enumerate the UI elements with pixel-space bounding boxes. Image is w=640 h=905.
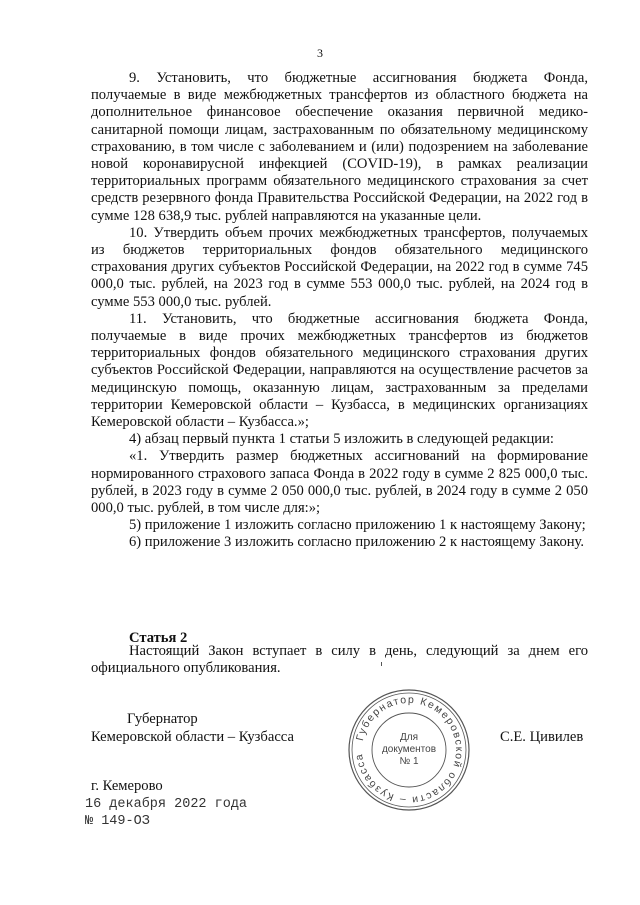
signer-name: С.Е. Цивилев xyxy=(500,729,584,745)
amendment-5: 5) приложение 1 изложить согласно приложению 1 к настоящему Закону; xyxy=(129,517,586,534)
paragraph-10: 10. Утвердить объем прочих межбюджетных трансфертов, получаемых из бюджетов территориальных фондов обязательного медицинского страхования других субъектов Российской Федерации, на 2022 год в сумме 745 000,0 тыс. рублей, на 2023 год в сумме 553 000,0 тыс. рублей, на 2024 год в сумме 553 000,0 тыс. рублей. xyxy=(91,224,588,310)
law-number: № 149-ОЗ xyxy=(85,814,150,829)
governor-region: Кемеровской области – Кузбасса xyxy=(91,729,294,745)
amendment-4-quote: «1. Утвердить размер бюджетных ассигнований на формирование нормированного страхового запаса Фонда в 2022 году в сумме 2 825 000,0 тыс. рублей, в 2023 году в сумме 2 050 000,0 тыс. рублей, в 2024 году в сумме 2 050 000,0 тыс. рублей, в том числе для:»; xyxy=(91,448,588,517)
official-seal-stamp xyxy=(347,688,471,812)
seal-center-line1: Для xyxy=(399,732,419,743)
paragraph-9: 9. Установить, что бюджетные ассигнования бюджета Фонда, получаемые в виде межбюджетных трансфертов из областного бюджета на дополнительное финансовое обеспечение оказания первичной медико-санитарной помощи лицам, застрахованным по обязательному медицинскому страхованию, в том числе с заболеванием и (или) подозрением на заболевание новой коронавирусной инфекцией (COVID-19), в рамках реализации территориальных программ обязательного медицинского страхования за счет средств резервного фонда Правительства Российской Федерации, на 2022 год в сумме 128 638,9 тыс. рублей направляются на указанные цели. xyxy=(91,70,588,224)
governor-title: Губернатор xyxy=(127,711,198,727)
article-2-text: Настоящий Закон вступает в силу в день, следующий за днем его официального опубликования. xyxy=(91,643,588,677)
law-body-text xyxy=(91,70,588,552)
ink-speck xyxy=(381,662,382,666)
law-date: 16 декабря 2022 года xyxy=(85,797,248,812)
article-2-body xyxy=(91,643,588,678)
signing-city: г. Кемерово xyxy=(91,778,163,794)
article-2-title: Статья 2 xyxy=(129,630,188,646)
seal-center-line3: № 1 xyxy=(399,756,419,767)
amendment-4: 4) абзац первый пункта 1 статьи 5 изложить в следующей редакции: xyxy=(129,431,554,448)
page-number: 3 xyxy=(317,46,323,60)
paragraph-11: 11. Установить, что бюджетные ассигнования бюджета Фонда, получаемые в виде прочих межбюджетных трансфертов из бюджетов территориальных фондов обязательного медицинского страхования других субъектов Российской Федерации, направляются на осуществление расчетов за медицинскую помощь, оказанную лицам, застрахованным за пределами территории Кемеровской области – Кузбасса, в медицинских организациях Кемеровской области – Кузбасса.»; xyxy=(91,310,588,431)
amendment-6: 6) приложение 3 изложить согласно приложению 2 к настоящему Закону. xyxy=(129,534,585,551)
seal-center-line2: документов xyxy=(381,744,437,755)
seal-ring-text: Губернатор Кемеровской области – Кузбасса xyxy=(353,693,466,807)
